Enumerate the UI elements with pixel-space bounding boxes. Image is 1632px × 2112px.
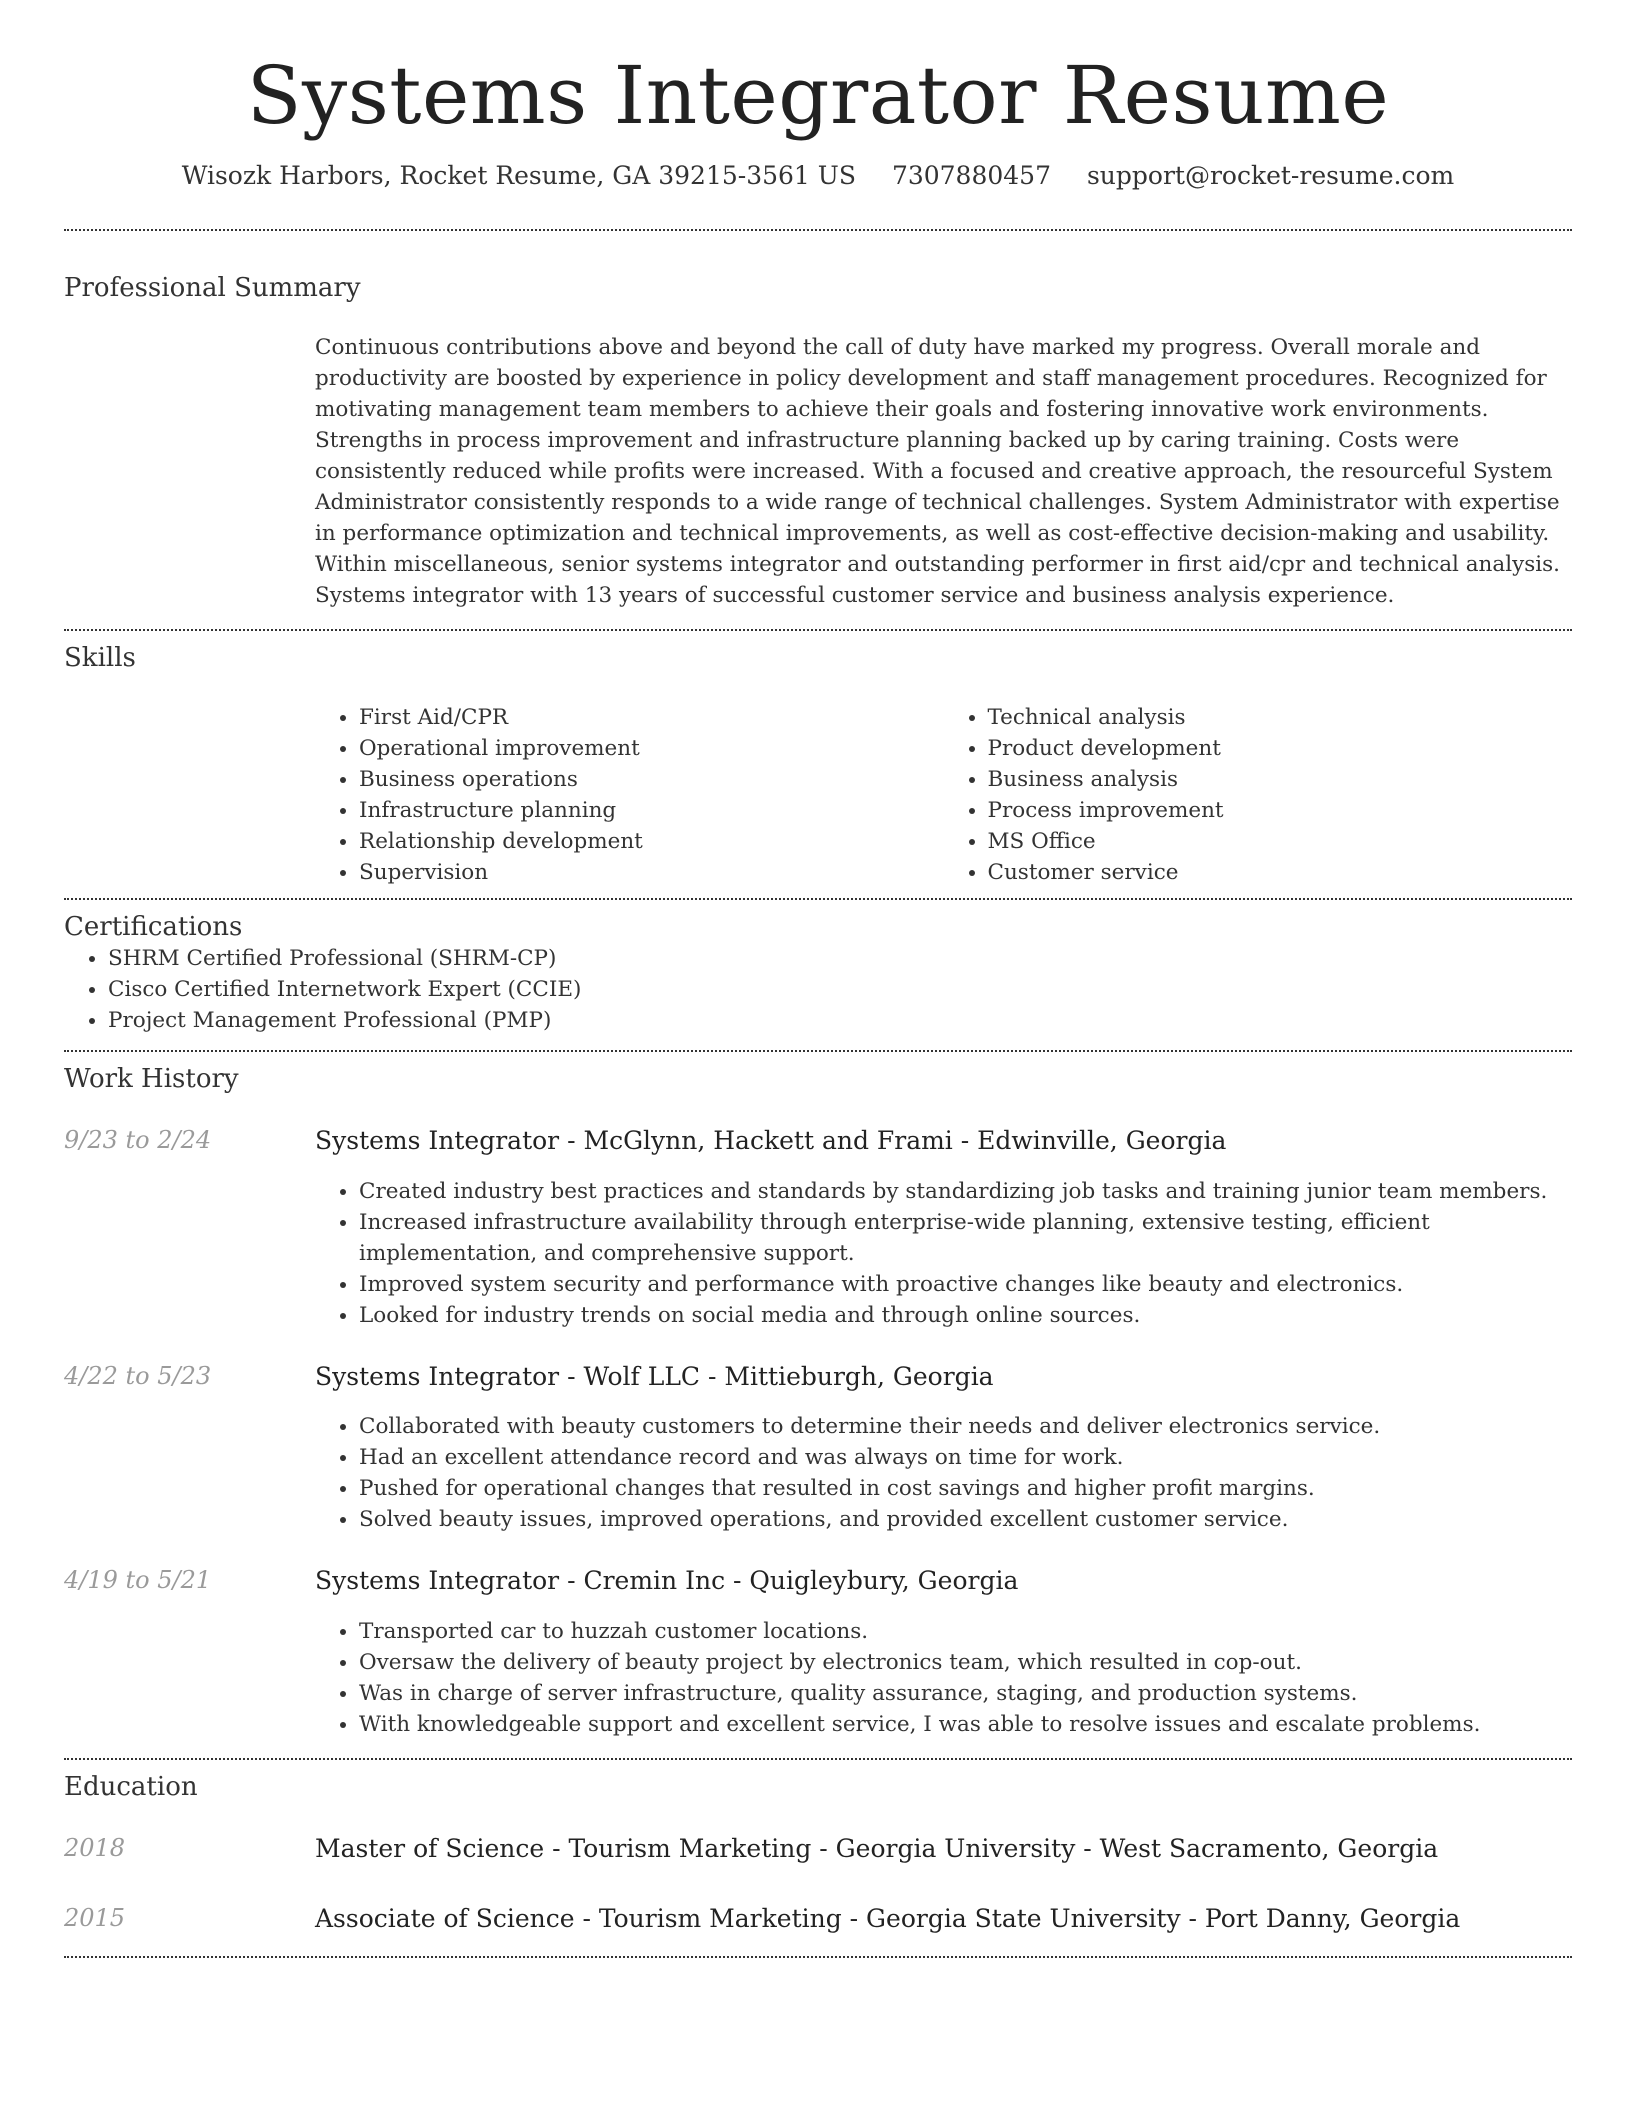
job-bullet: • Transported car to huzzah customer locations. bbox=[359, 1616, 1572, 1647]
certifications-list bbox=[64, 943, 1572, 1036]
skills-list-left bbox=[315, 702, 944, 888]
contact-line bbox=[64, 160, 1572, 193]
work-history-section bbox=[64, 1052, 1572, 1758]
job-body bbox=[315, 1361, 1572, 1536]
skill-item: • MS Office bbox=[988, 826, 1573, 857]
skill-item: • Supervision bbox=[359, 857, 944, 888]
skill-item: • Relationship development bbox=[359, 826, 944, 857]
skill-item: • Operational improvement bbox=[359, 733, 944, 764]
job-bullet: • Looked for industry trends on social media and through online sources. bbox=[359, 1300, 1572, 1331]
contact-phone: 7307880457 bbox=[891, 161, 1051, 190]
job-bullet: • Oversaw the delivery of beauty project by electronics team, which resulted in cop-out. bbox=[359, 1647, 1572, 1678]
education-section bbox=[64, 1760, 1572, 1956]
skills-list-right bbox=[944, 702, 1573, 888]
skill-item: • Business operations bbox=[359, 764, 944, 795]
skill-item: • Process improvement bbox=[988, 795, 1573, 826]
certification-item: • Cisco Certified Internetwork Expert (CCIE) bbox=[108, 974, 1572, 1005]
education-title: Associate of Science - Tourism Marketing - Georgia State University - Port Danny, Georgia bbox=[315, 1904, 1461, 1934]
education-entry bbox=[64, 1833, 1572, 1866]
resume-header bbox=[64, 0, 1572, 193]
job-entry bbox=[64, 1125, 1572, 1331]
certifications-section bbox=[64, 900, 1572, 1050]
contact-address: Wisozk Harbors, Rocket Resume, GA 39215-3561 US bbox=[181, 161, 856, 190]
job-title: Systems Integrator - Cremin Inc - Quigleybury, Georgia bbox=[315, 1566, 1019, 1596]
skills-heading: Skills bbox=[64, 642, 136, 673]
education-heading: Education bbox=[64, 1771, 198, 1802]
job-bullet: • Collaborated with beauty customers to determine their needs and deliver electronics service. bbox=[359, 1411, 1572, 1442]
work-history-heading: Work History bbox=[64, 1064, 239, 1095]
job-dates: 4/19 to 5/21 bbox=[64, 1566, 212, 1595]
education-year: 2015 bbox=[64, 1904, 126, 1933]
job-bullets bbox=[315, 1411, 1572, 1535]
education-entry bbox=[64, 1903, 1572, 1936]
job-bullet: • Solved beauty issues, improved operations, and provided excellent customer service. bbox=[359, 1504, 1572, 1535]
job-title: Systems Integrator - McGlynn, Hackett and Frami - Edwinville, Georgia bbox=[315, 1126, 1227, 1156]
section-divider bbox=[64, 1956, 1572, 1958]
job-title: Systems Integrator - Wolf LLC - Mittieburgh, Georgia bbox=[315, 1361, 994, 1391]
job-bullets bbox=[315, 1176, 1572, 1331]
summary-heading: Professional Summary bbox=[64, 272, 361, 303]
page-title: Systems Integrator Resume bbox=[246, 49, 1390, 142]
job-bullets bbox=[315, 1616, 1572, 1740]
education-year: 2018 bbox=[64, 1833, 126, 1862]
contact-email: support@rocket-resume.com bbox=[1086, 161, 1455, 190]
job-bullet: • Created industry best practices and standards by standardizing job tasks and training junior team members. bbox=[359, 1176, 1572, 1207]
certification-item: • SHRM Certified Professional (SHRM-CP) bbox=[108, 943, 1572, 974]
skill-item: • Infrastructure planning bbox=[359, 795, 944, 826]
skill-item: • Business analysis bbox=[988, 764, 1573, 795]
job-bullet: • Improved system security and performance with proactive changes like beauty and electronics. bbox=[359, 1269, 1572, 1300]
skill-item: • Customer service bbox=[988, 857, 1573, 888]
job-bullet: • Was in charge of server infrastructure, quality assurance, staging, and production systems. bbox=[359, 1678, 1572, 1709]
summary-text: Continuous contributions above and beyond the call of duty have marked my progress. Overall morale and productivity are boosted by experience in policy development and staff management procedures. Recognized for motivating management team members to achieve their goals and fostering innovative work environments. Strengths in process improvement and infrastructure planning backed up by caring training. Costs were consistently reduced while profits were increased. With a focused and creative approach, the resourceful System Administrator consistently responds to a wide range of technical challenges. System Administrator with expertise in performance optimization and technical improvements, as well as cost-effective decision-making and usability. Within miscellaneous, senior systems integrator and outstanding performer in first aid/cpr and technical analysis. Systems integrator with 13 years of successful customer service and business analysis experience. bbox=[315, 334, 1561, 608]
job-entry bbox=[64, 1565, 1572, 1740]
job-bullet: • Had an excellent attendance record and was always on time for work. bbox=[359, 1442, 1572, 1473]
job-dates: 9/23 to 2/24 bbox=[64, 1126, 212, 1155]
job-bullet: • Pushed for operational changes that resulted in cost savings and higher profit margins. bbox=[359, 1473, 1572, 1504]
job-body bbox=[315, 1125, 1572, 1331]
certifications-heading: Certifications bbox=[64, 911, 243, 942]
skills-section bbox=[64, 631, 1572, 898]
job-entry bbox=[64, 1361, 1572, 1536]
skills-columns bbox=[315, 702, 1572, 888]
skill-item: • Technical analysis bbox=[988, 702, 1573, 733]
job-bullet: • Increased infrastructure availability through enterprise-wide planning, extensive testing, efficient implementation, and comprehensive support. bbox=[359, 1207, 1572, 1269]
education-title: Master of Science - Tourism Marketing - Georgia University - West Sacramento, Georgia bbox=[315, 1833, 1439, 1863]
job-bullet: • With knowledgeable support and excellent service, I was able to resolve issues and escalate problems. bbox=[359, 1709, 1572, 1740]
skill-item: • First Aid/CPR bbox=[359, 702, 944, 733]
job-body bbox=[315, 1565, 1572, 1740]
certification-item: • Project Management Professional (PMP) bbox=[108, 1005, 1572, 1036]
resume-page bbox=[64, 0, 1572, 1958]
job-dates: 4/22 to 5/23 bbox=[64, 1361, 212, 1390]
skill-item: • Product development bbox=[988, 733, 1573, 764]
summary-section bbox=[64, 231, 1572, 629]
